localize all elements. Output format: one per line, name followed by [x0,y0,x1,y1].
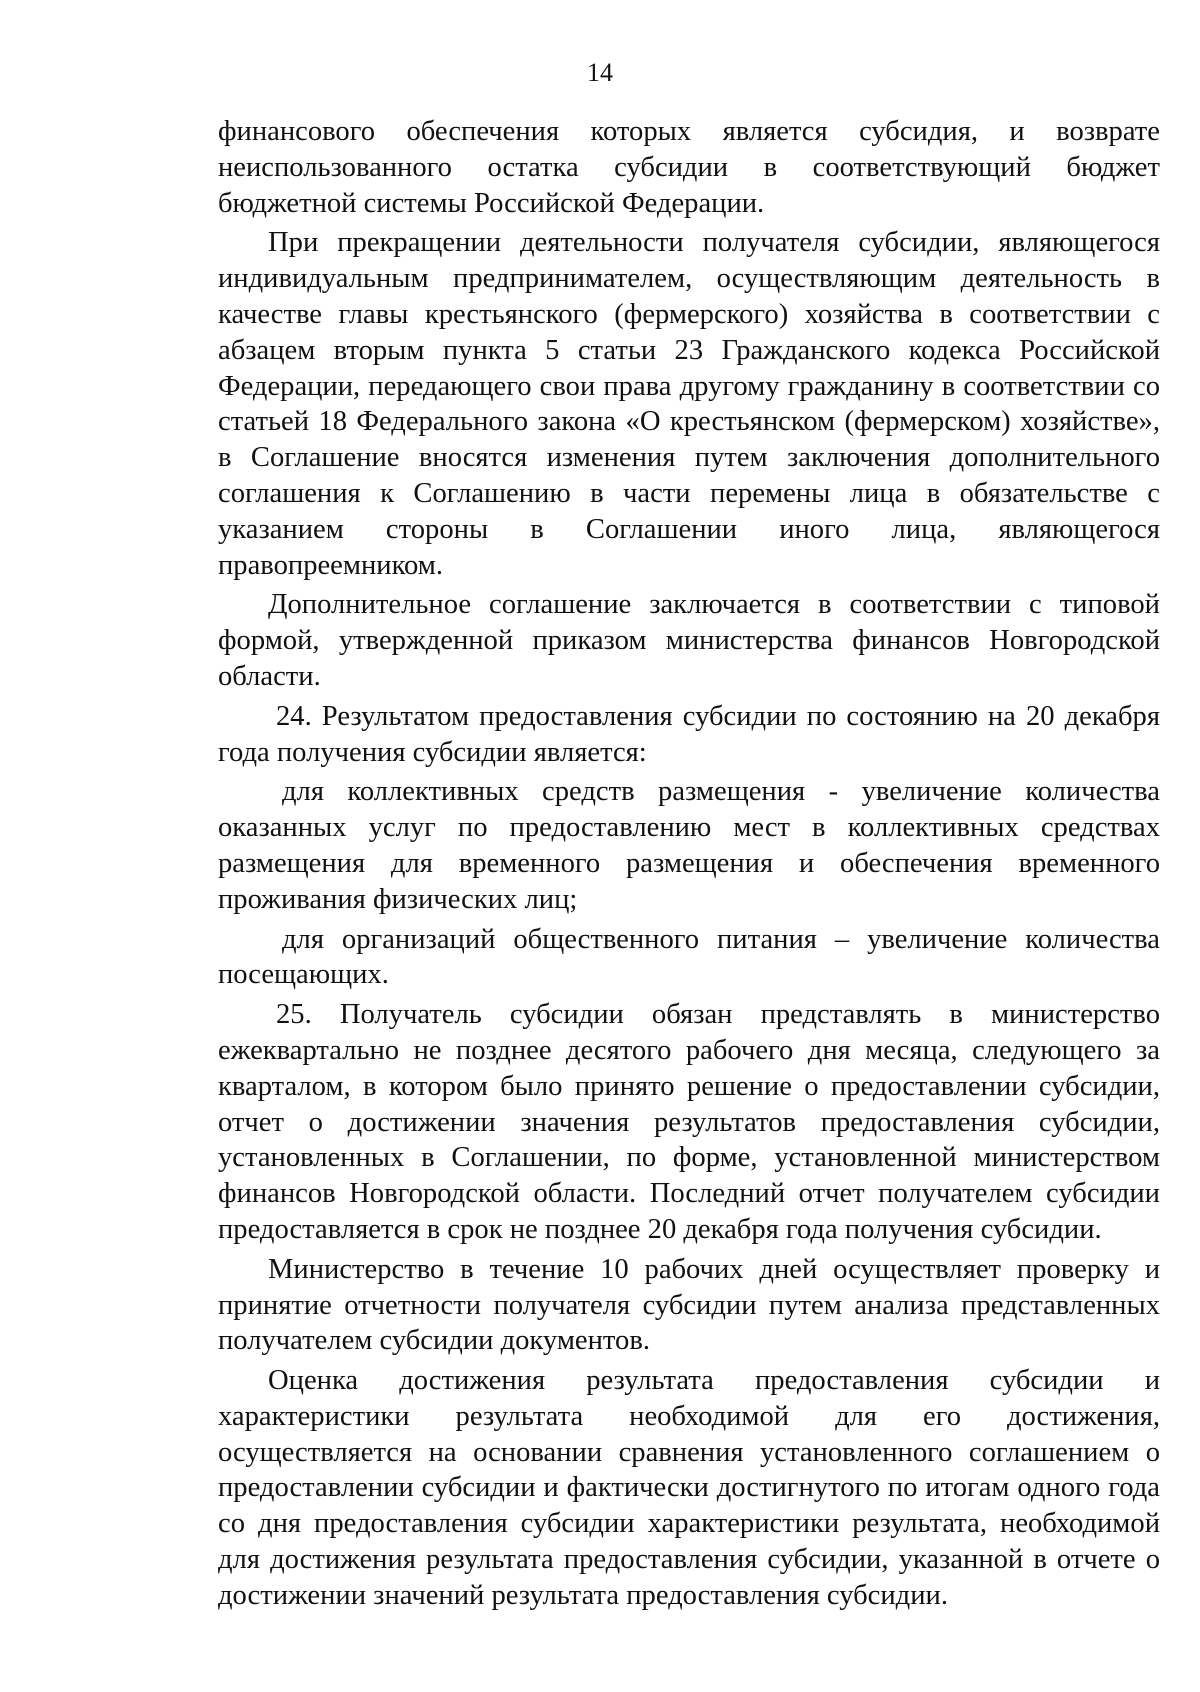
paragraph-ministry-verification: Министерство в течение 10 рабочих дней осуществляет проверку и принятие отчетности получателя субсидии путем анализа представленных получателем субсидии документов. [218,1253,1160,1357]
paragraph-25-reporting: 25. Получатель субсидии обязан представлять в министерство ежеквартально не позднее десятого рабочего дня месяца, следующего за кварталом, в котором было принято решение о предоставлении субсидии, отчет о достижении значения результатов предоставления субсидии, установленных в Соглашении, по форме, установленной министерством финансов Новгородской области. Последний отчет получателем субсидии предоставляется в срок не позднее 20 декабря года получения субсидии. [218,999,1160,1245]
paragraph-termination-of-activity: При прекращении деятельности получателя субсидии, являющегося индивидуальным предпринимателем, осуществляющим деятельность в качестве главы крестьянского (фермерского) хозяйства в соответствии с абзацем вторым пункта 5 статьи 23 Гражданского кодекса Российской Федерации, передающего свои права другому гражданину в соответствии со статьей 18 Федерального закона «О крестьянском (фермерском) хозяйстве», в Соглашение вносятся изменения путем заключения дополнительного соглашения к Соглашению в части перемены лица в обязательстве с указанием стороны в Соглашении иного лица, являющегося правопреемником. [218,227,1160,581]
paragraph-evaluation: Оценка достижения результата предоставления субсидии и характеристики результата необходимой для его достижения, осуществляется на основании сравнения установленного соглашением о предоставлении субсидии и фактически достигнутого по итогам одного года со дня предоставления субсидии характеристики результата, необходимой для достижения результата предоставления субсидии, указанной в отчете о достижении значений результата предоставления субсидии. [218,1365,1160,1611]
paragraph-24-result: 24. Результатом предоставления субсидии по состоянию на 20 декабря года получения субсидии является: [218,700,1160,768]
document-body [218,114,1160,1614]
paragraph-collective-accommodation: для коллективных средств размещения - увеличение количества оказанных услуг по предоставлению мест в коллективных средствах размещения для временного размещения и обеспечения временного проживания физических лиц; [218,776,1160,915]
page-number: 14 [587,58,613,87]
paragraph-additional-agreement: Дополнительное соглашение заключается в соответствии с типовой формой, утвержденной приказом министерства финансов Новгородской области. [218,589,1160,692]
paragraph-continuation: финансового обеспечения которых является субсидия, и возврате неиспользованного остатка субсидии в соответствующий бюджет бюджетной системы Российской Федерации. [218,116,1160,219]
paragraph-catering-organizations: для организаций общественного питания – увеличение количества посещающих. [218,923,1160,991]
